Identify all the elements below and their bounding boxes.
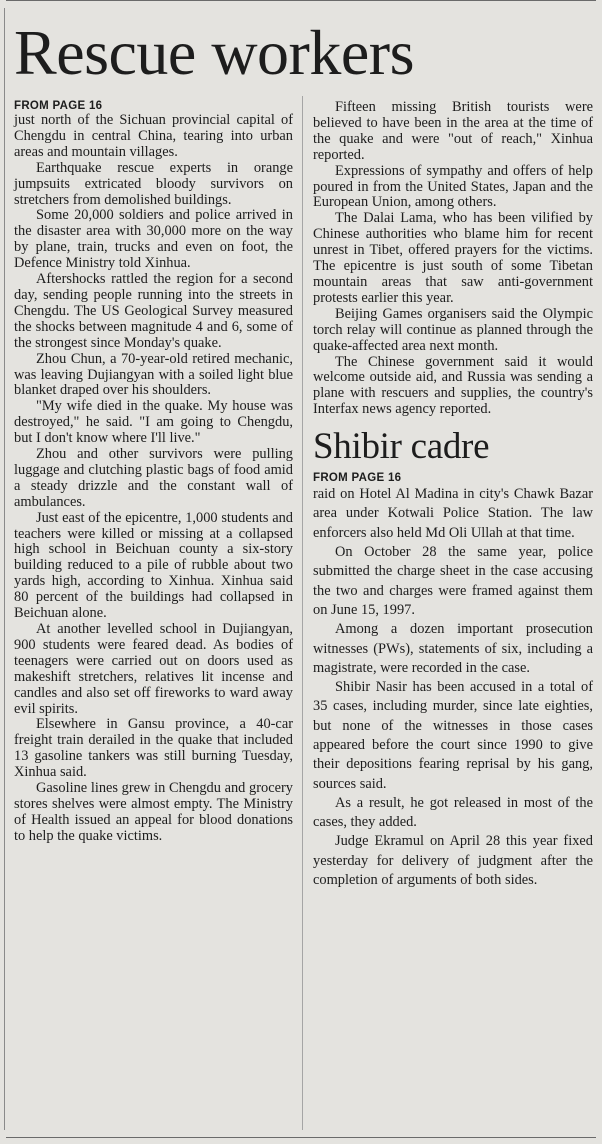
right-column bbox=[313, 100, 593, 890]
paragraph: "My wife died in the quake. My house was destroyed," he said. "I am going to Chengdu, but I don't know where I'll live." bbox=[14, 398, 293, 447]
paragraph: Zhou and other survivors were pulling luggage and clutching plastic bags of food amid a steady drizzle and the constant wall of ambulances. bbox=[14, 446, 293, 510]
paragraph: Just east of the epicentre, 1,000 students and teachers were killed or missing at a collapsed high school in Beichuan county a six-story building reduced to a pile of rubble about two yards high, according to Xinhua. Xinhua said 80 percent of the buildings had collapsed in Beichuan alone. bbox=[14, 509, 293, 622]
paragraph: Aftershocks rattled the region for a second day, sending people running into the streets in Chengdu. The US Geological Survey measured the shocks between magnitude 4 and 6, some of the strongest since Monday's quake. bbox=[14, 271, 293, 351]
top-rule bbox=[6, 0, 596, 1]
jump-label: FROM PAGE 16 bbox=[313, 472, 402, 485]
paragraph: Among a dozen important prosecution witnesses (PWs), statements of six, including a magistrate, were recorded in the case. bbox=[313, 621, 593, 676]
paragraph: The Chinese government said it would welcome outside aid, and Russia was sending a plane with rescuers and supplies, the country's Interfax news agency reported. bbox=[313, 353, 593, 418]
paragraph: just north of the Sichuan provincial capital of Chengdu in central China, tearing into urban areas and mountain villages. bbox=[14, 112, 293, 160]
bottom-rule bbox=[6, 1137, 596, 1138]
paragraph: Expressions of sympathy and offers of help poured in from the United States, Japan and the European Union, among others. bbox=[313, 162, 593, 211]
left-rule bbox=[4, 8, 5, 1130]
article-shibir-body bbox=[313, 485, 593, 890]
paragraph: Some 20,000 soldiers and police arrived in the disaster area with 30,000 more on the way by plane, train, trucks and even on foot, the Defence Ministry told Xinhua. bbox=[14, 207, 293, 272]
paragraph: On October 28 the same year, police submitted the charge sheet in the case accusing the two and charges were framed against them on June 15, 1997. bbox=[313, 544, 593, 618]
paragraph: Beijing Games organisers said the Olympic torch relay will continue as planned through the quake-affected area next month. bbox=[313, 305, 593, 354]
paragraph: Gasoline lines grew in Chengdu and grocery stores shelves were almost empty. The Ministry of Health issued an appeal for blood donations to help the quake victims. bbox=[14, 780, 293, 844]
headline-shibir-cadre: Shibir cadre bbox=[313, 426, 490, 468]
paragraph: Zhou Chun, a 70-year-old retired mechanic, was leaving Dujiangyan with a soiled light blue blanket draped over his shoulders. bbox=[14, 350, 293, 399]
article-rescue-column-left bbox=[14, 100, 293, 845]
paragraph: Earthquake rescue experts in orange jumpsuits extricated bloody survivors on stretchers from demolished buildings. bbox=[14, 159, 293, 208]
paragraph: Shibir Nasir has been accused in a total of 35 cases, including murder, since late eighties, but none of the witnesses in those cases appeared before the court since 1990 to give their depositions fearing reprisal by his gang, sources said. bbox=[313, 679, 593, 792]
jump-label: FROM PAGE 16 bbox=[14, 100, 103, 112]
paragraph: Fifteen missing British tourists were believed to have been in the area at the time of the quake and were "out of reach," Xinhua reported. bbox=[313, 99, 593, 163]
paragraph: The Dalai Lama, who has been vilified by Chinese authorities who blame him for recent unrest in Tibet, offered prayers for the victims. The epicentre is just south of some Tibetan mountain areas that saw anti-government protests earlier this year. bbox=[313, 210, 593, 306]
headline-rescue-workers: Rescue workers bbox=[14, 17, 414, 88]
paragraph: As a result, he got released in most of the cases, they added. bbox=[313, 794, 593, 831]
paragraph: raid on Hotel Al Madina in city's Chawk Bazar area under Kotwali Police Station. The law enforcers also held Md Oli Ullah at that time. bbox=[313, 486, 593, 541]
paragraph: Judge Ekramul on April 28 this year fixed yesterday for delivery of judgment after the completion of arguments of both sides. bbox=[313, 833, 593, 889]
paragraph: Elsewhere in Gansu province, a 40-car freight train derailed in the quake that included 13 gasoline tankers was still burning Tuesday, Xinhua said. bbox=[14, 716, 293, 781]
paragraph: At another levelled school in Dujiangyan, 900 students were feared dead. As bodies of teenagers were carried out on doors used as makeshift stretchers, relatives lit incense and candles and also set off fireworks to ward away evil spirits. bbox=[14, 621, 293, 717]
column-divider bbox=[302, 96, 303, 1130]
